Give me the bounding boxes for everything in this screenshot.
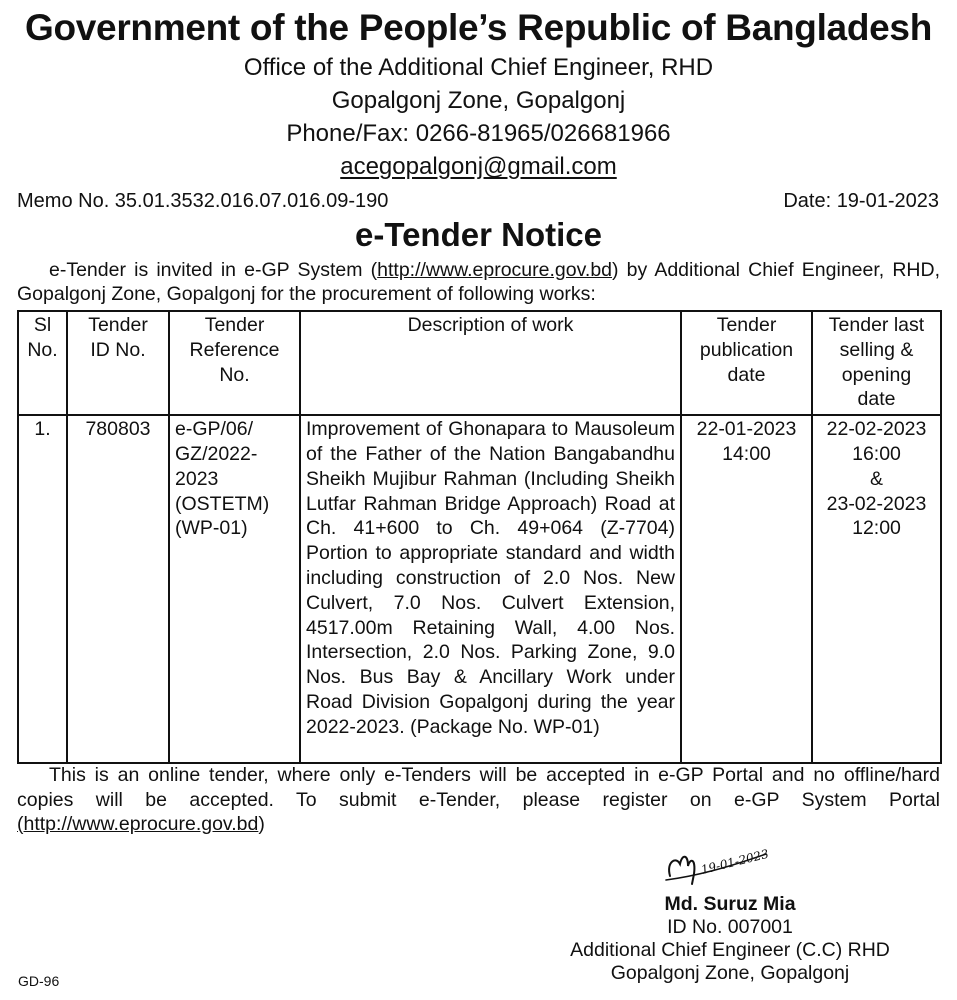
government-title: Government of the People’s Republic of Bangladesh	[24, 7, 932, 48]
cell-sl: 1.	[18, 415, 67, 763]
signature-handwritten-date: 19-01-2023	[699, 846, 771, 878]
opening-date-line: 23-02-2023	[826, 492, 927, 515]
header-last-selling-opening	[812, 311, 941, 415]
eprocure-link[interactable]: http://www.eprocure.gov.bd	[377, 259, 613, 281]
header-publication-date	[681, 311, 812, 415]
header-line: Tender last	[828, 314, 925, 336]
header-line: Description of work	[407, 314, 574, 336]
header-line: ID No.	[90, 338, 146, 361]
intro-paragraph	[17, 258, 940, 306]
selling-time-line: 16:00	[852, 442, 901, 465]
phone-fax: Phone/Fax: 0266-81965/026681966	[286, 120, 671, 147]
header-line: opening	[841, 363, 912, 386]
header-line: date	[857, 388, 896, 411]
footer-note	[17, 763, 940, 837]
reference-line: 2023	[175, 467, 219, 490]
table-header-row	[18, 311, 941, 415]
header-line: Sl	[33, 314, 52, 336]
header-line: date	[727, 363, 766, 386]
cell-description: Improvement of Ghonapara to Mausoleum of the Father of the Nation Bangabandhu Sheikh Mujibur Rahman (Including Sheikh Lutfar Rahman Bridge Approach) Road at Ch. 41+600 to Ch. 49+064 (Z-7704) Portion to appropriate standard and width including construction of 2.0 Nos. New Culvert, 7.0 Nos. Culvert Extension, 4517.00m Retaining Wall, 4.00 Nos. Intersection, 2.0 Nos. Parking Zone, 9.0 Nos. Bus Bay & Ancillary Work under Road Division Gopalgonj during the year 2022-2023. (Package No. WP-01)	[300, 415, 681, 763]
reference-line: (OSTETM)	[175, 492, 270, 515]
footer-note-text: This is an online tender, where only e-Tenders will be accepted in e-GP Portal and no offline/hard copies will be accepted. To submit e-Tender, please register on e-GP System Portal	[17, 764, 940, 811]
header-tender-id	[67, 311, 169, 415]
header-sl-no	[18, 311, 67, 415]
reference-line: GZ/2022-	[175, 442, 258, 465]
footer-eprocure-link[interactable]: http://www.eprocure.gov.bd	[23, 813, 259, 835]
signatory-block	[540, 893, 920, 985]
ampersand-line: &	[869, 467, 883, 490]
cell-tender-id: 780803	[67, 415, 169, 763]
header-description	[300, 311, 681, 415]
memo-number: Memo No. 35.01.3532.016.07.016.09-190	[17, 190, 389, 212]
cell-last-selling-opening	[812, 415, 941, 763]
opening-time-line: 12:00	[852, 517, 901, 540]
zone-name: Gopalgonj Zone, Gopalgonj	[331, 87, 626, 114]
office-name: Office of the Additional Chief Engineer, RHD	[243, 54, 714, 81]
footer-link-open: (	[17, 813, 24, 835]
header-line: selling &	[839, 338, 914, 361]
notice-date: Date: 19-01-2023	[783, 190, 939, 212]
signatory-id: ID No. 007001	[667, 916, 793, 938]
selling-date-line: 22-02-2023	[826, 418, 927, 441]
publication-date-line: 22-01-2023	[696, 418, 797, 441]
cell-publication-date	[681, 415, 812, 763]
header-line: Tender	[716, 314, 777, 336]
footer-link-close: )	[258, 813, 265, 835]
notice-title: e-Tender Notice	[355, 216, 602, 253]
header-tender-reference	[169, 311, 300, 415]
email-link[interactable]: acegopalgonj@gmail.com	[340, 153, 617, 180]
header-line: Tender	[88, 314, 148, 336]
document-code: GD-96	[18, 973, 60, 989]
header-line: publication	[699, 338, 794, 361]
signatory-office: Gopalgonj Zone, Gopalgonj	[610, 962, 850, 984]
header-line: No.	[219, 363, 250, 386]
signature-stroke	[669, 857, 694, 884]
publication-time-line: 14:00	[722, 442, 771, 465]
reference-line: (WP-01)	[175, 517, 248, 540]
header-line: No.	[27, 338, 58, 361]
reference-line: e-GP/06/	[175, 418, 254, 441]
intro-text-before-link: e-Tender is invited in e-GP System (	[49, 259, 378, 281]
signatory-name: Md. Suruz Mia	[664, 893, 796, 915]
signatory-designation: Additional Chief Engineer (C.C) RHD	[570, 939, 890, 961]
header-line: Reference	[189, 338, 280, 361]
tender-table	[17, 310, 942, 764]
intro-text-after-link: ) by Additional Chief Engineer, RHD, Gopalgonj Zone, Gopalgonj for the procurement of following works:	[17, 259, 940, 305]
table-row	[18, 415, 941, 763]
handwritten-signature	[656, 832, 776, 892]
header-line: Tender	[204, 314, 265, 336]
cell-reference	[169, 415, 300, 763]
